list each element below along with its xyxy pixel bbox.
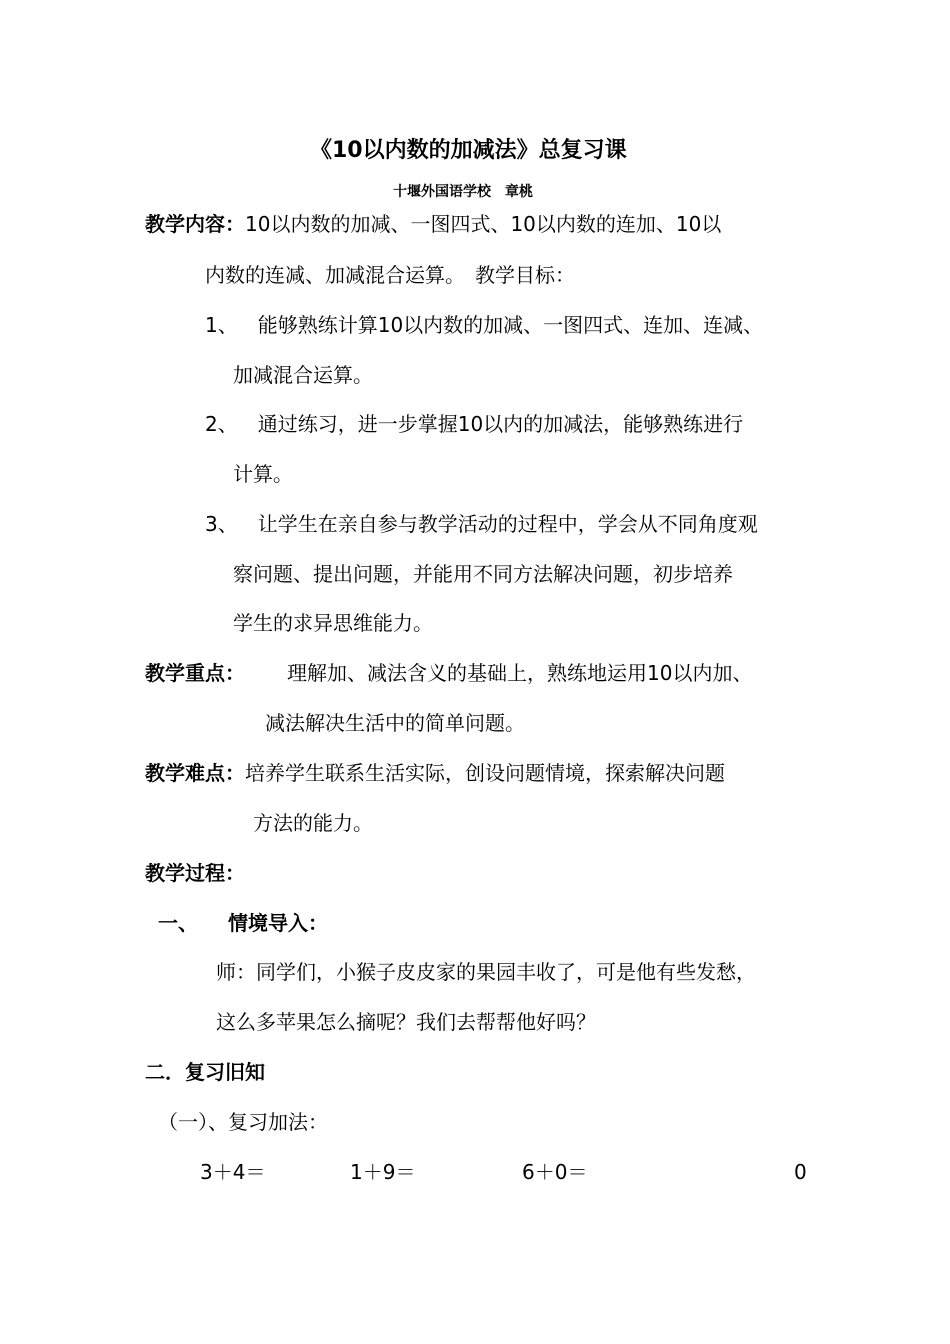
difficulties-text-1: 培养学生联系生活实际，创设问题情境，探索解决问题	[245, 761, 725, 785]
content-text-1: 10以内数的加减、一图四式、10以内数的连加、10以	[245, 212, 722, 236]
goal-1-line-2: 加减混合运算。	[233, 363, 373, 387]
document-title: 《10以内数的加减法》总复习课	[310, 138, 627, 163]
goal-3-line-3: 学生的求异思维能力。	[233, 611, 433, 635]
section-1-line-2: 这么多苹果怎么摘呢？我们去帮帮他好吗？	[216, 1010, 596, 1034]
goal-1-line-1	[205, 313, 763, 337]
section-2-subtitle: （一）、复习加法：	[158, 1110, 328, 1134]
difficulties-line-2: 方法的能力。	[253, 811, 373, 835]
goal-3-line-1	[205, 512, 758, 536]
key-points-line-1	[145, 661, 752, 685]
key-points-text-1: 理解加、减法含义的基础上，熟练地运用10以内加、	[287, 661, 753, 685]
process-label: 教学过程：	[145, 861, 245, 885]
goal-2-text: 通过练习，进一步掌握10以内的加减法，能够熟练进行	[257, 412, 744, 436]
key-points-label: 教学重点：	[145, 661, 245, 685]
goal-3-line-2: 察问题、提出问题，并能用不同方法解决问题，初步培养	[233, 562, 733, 586]
goal-1-text: 能够熟练计算10以内数的加减、一图四式、连加、连减、	[257, 313, 764, 337]
exercise-1: 3＋4＝	[200, 1160, 266, 1184]
key-points-line-2: 减法解决生活中的简单问题。	[265, 711, 525, 735]
goal-2-line-1	[205, 412, 743, 436]
difficulties-line-1	[145, 761, 725, 785]
difficulties-label: 教学难点：	[145, 761, 245, 785]
goal-2-number: 2、	[205, 412, 238, 436]
content-label: 教学内容：	[145, 212, 245, 236]
content-line-2: 内数的连减、加减混合运算。 教学目标：	[205, 263, 575, 287]
content-line-1	[145, 212, 721, 236]
exercise-2: 1＋9＝	[350, 1160, 416, 1184]
goal-1-number: 1、	[205, 313, 238, 337]
section-1-heading	[158, 911, 328, 935]
section-1-number: 一、	[158, 911, 198, 935]
section-1-line-1: 师：同学们，小猴子皮皮家的果园丰收了，可是他有些发愁，	[216, 960, 756, 984]
goal-3-text: 让学生在亲自参与教学活动的过程中，学会从不同角度观	[257, 512, 758, 536]
goal-2-line-2: 计算。	[233, 462, 293, 486]
exercise-3: 6＋0＝	[522, 1160, 588, 1184]
exercise-4: 0	[794, 1160, 807, 1184]
document-subtitle: 十堰外国语学校 章桃	[393, 184, 533, 200]
goal-3-number: 3、	[205, 512, 238, 536]
section-1-title: 情境导入：	[228, 911, 328, 935]
section-2-title: 二．复习旧知	[145, 1060, 265, 1084]
